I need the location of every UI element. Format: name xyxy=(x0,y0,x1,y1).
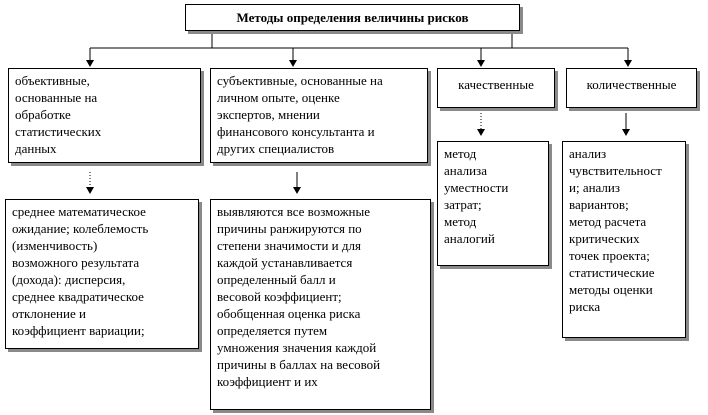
quantitative-detail-box xyxy=(562,141,686,338)
objective-methods-label: объективные, основанные на обработке статистических данных xyxy=(15,73,102,156)
quantitative-detail-text: анализ чувствительност и; анализ вариантов; метод расчета критических точек проекта; статистические методы оценки риска xyxy=(569,146,662,314)
root-label: Методы определения величины рисков xyxy=(236,10,469,25)
quantitative-methods-box xyxy=(566,68,697,108)
subjective-methods-box xyxy=(210,68,428,163)
qualitative-methods-box xyxy=(437,68,555,108)
arrow-quantitative-detail xyxy=(622,129,630,136)
arrow-objective xyxy=(86,60,94,67)
arrow-subjective-detail xyxy=(293,187,301,194)
arrow-qualitative-detail xyxy=(477,129,485,136)
qualitative-detail-text: метод анализа уместности затрат; метод аналогий xyxy=(444,146,509,246)
subjective-detail-text: выявляются все возможные причины ранжируются по степени значимости и для каждой устанавливается определенный балл и весовой коэффициент; обобщенная оценка риска определяется путем умножения значения каждой причины в баллах на весовой коэффициент и их xyxy=(217,204,381,389)
arrow-quantitative xyxy=(624,60,632,67)
subjective-detail-box xyxy=(210,199,431,410)
quantitative-methods-label: количественные xyxy=(586,77,677,92)
arrow-objective-detail xyxy=(86,187,94,194)
root-box xyxy=(185,4,520,31)
arrow-subjective xyxy=(289,60,297,67)
arrow-qualitative xyxy=(477,60,485,67)
objective-detail-box xyxy=(5,199,199,349)
qualitative-detail-box xyxy=(437,141,549,266)
qualitative-methods-label: качественные xyxy=(458,77,534,92)
objective-methods-box xyxy=(8,68,201,163)
objective-detail-text: среднее математическое ожидание; колеблемость (изменчивость) возможного результата (дохода): дисперсия, среднее квадратическое отклонение и коэффициент вариации; xyxy=(12,204,149,338)
subjective-methods-label: субъективные, основанные на личном опыте, оценке экспертов, мнении финансового консультанта и других специалистов xyxy=(217,73,383,156)
